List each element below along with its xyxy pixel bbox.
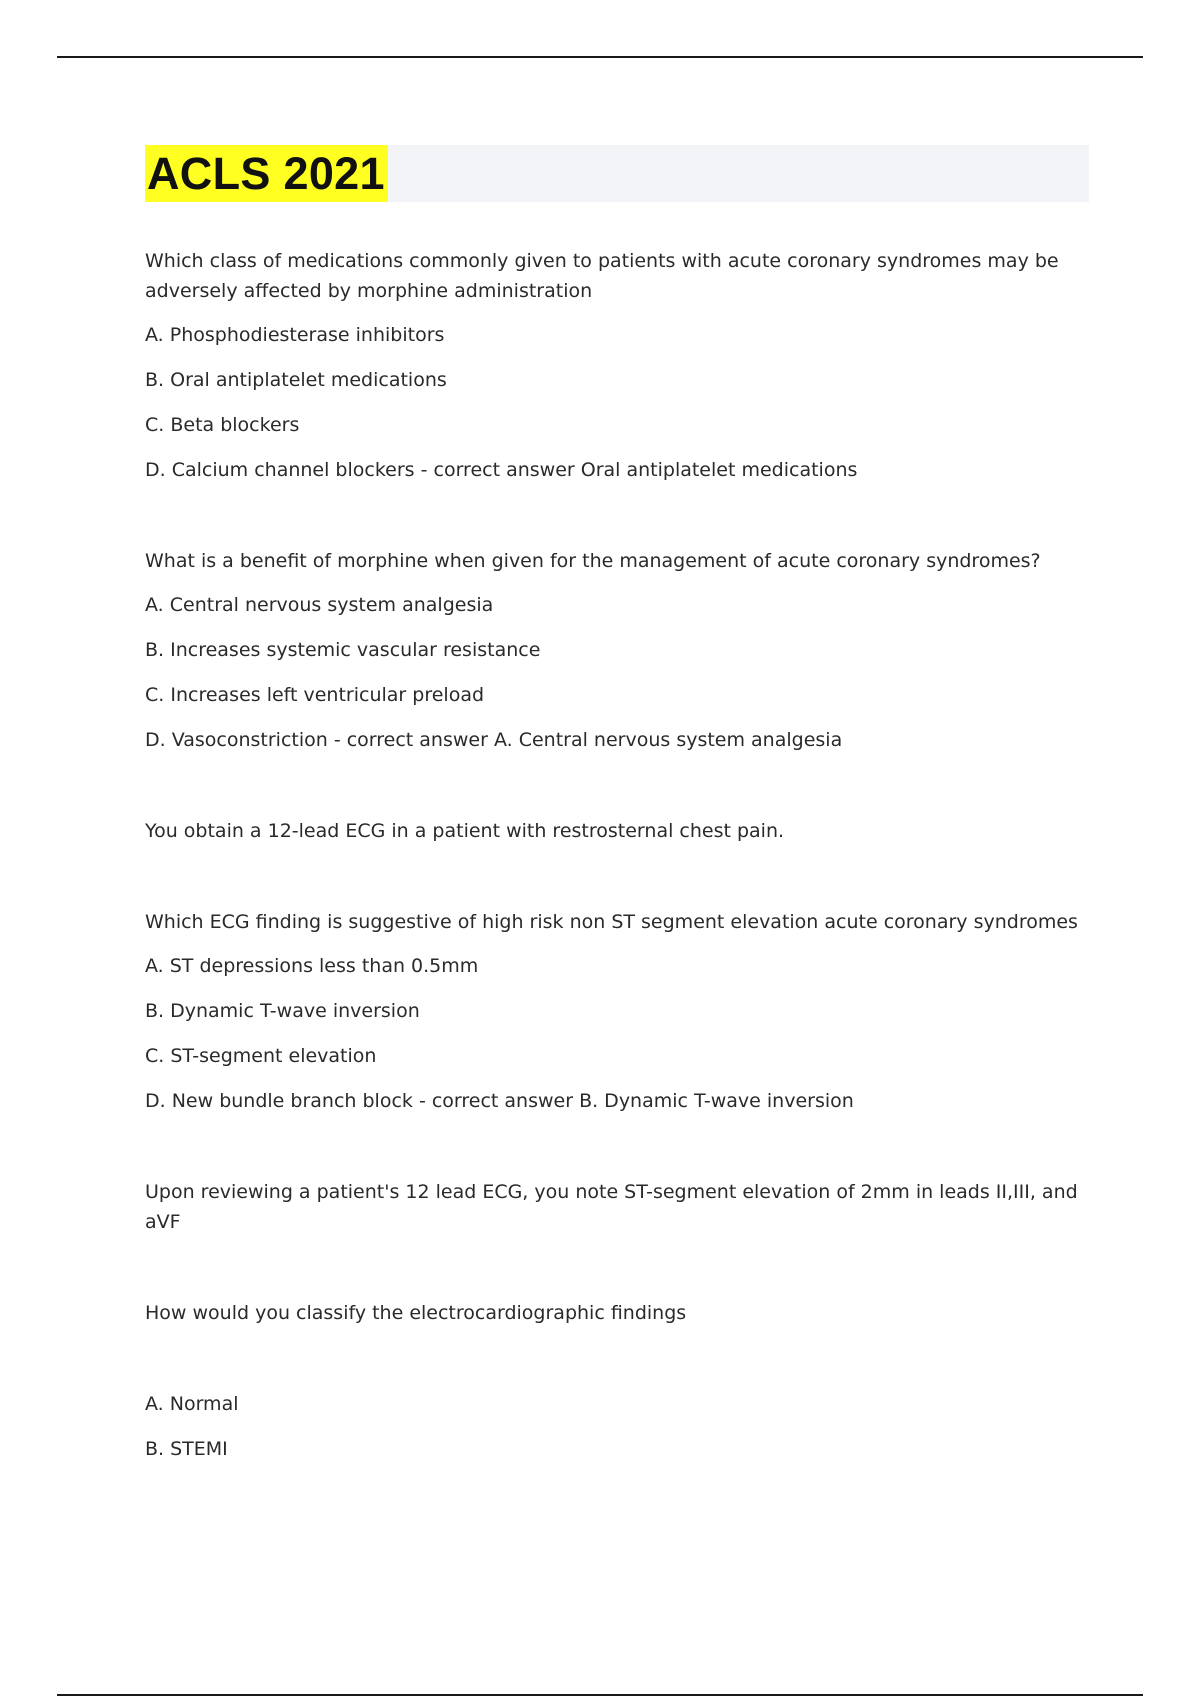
question-text: How would you classify the electrocardiographic findings: [145, 1302, 687, 1324]
answer-options: [145, 1389, 1085, 1464]
answer-option: A. ST depressions less than 0.5mm: [145, 955, 479, 977]
question-block: [145, 246, 1085, 485]
question-block: [145, 546, 1085, 755]
answer-option: C. Increases left ventricular preload: [145, 684, 485, 706]
answer-option: D. Calcium channel blockers - correct answer Oral antiplatelet medications: [145, 459, 858, 481]
answer-option: D. New bundle branch block - correct answer B. Dynamic T-wave inversion: [145, 1090, 854, 1112]
answer-option: B. STEMI: [145, 1438, 228, 1460]
top-rule: [57, 56, 1143, 58]
document-title: ACLS 2021: [145, 145, 388, 202]
answer-option: A. Normal: [145, 1393, 239, 1415]
question-block: [145, 816, 1085, 1116]
question-text: Which ECG finding is suggestive of high risk non ST segment elevation acute coronary syndromes: [145, 911, 1078, 933]
answer-options: [145, 951, 1085, 1116]
bottom-rule: [57, 1694, 1143, 1696]
question-block: [145, 1177, 1085, 1464]
answer-option: B. Oral antiplatelet medications: [145, 369, 447, 391]
question-text: Which class of medications commonly given to patients with acute coronary syndromes may be adversely affected by morphine administration: [145, 250, 1059, 302]
question-context: Upon reviewing a patient's 12 lead ECG, you note ST-segment elevation of 2mm in leads II,III, and aVF: [145, 1181, 1078, 1233]
answer-option: A. Phosphodiesterase inhibitors: [145, 324, 445, 346]
answer-options: [145, 590, 1085, 755]
answer-option: B. Dynamic T-wave inversion: [145, 1000, 420, 1022]
question-text: What is a benefit of morphine when given for the management of acute coronary syndromes?: [145, 550, 1041, 572]
answer-options: [145, 320, 1085, 485]
answer-option: C. Beta blockers: [145, 414, 300, 436]
answer-option: C. ST-segment elevation: [145, 1045, 377, 1067]
answer-option: B. Increases systemic vascular resistance: [145, 639, 541, 661]
answer-option: A. Central nervous system analgesia: [145, 594, 494, 616]
document-body: [145, 246, 1085, 1464]
question-context: You obtain a 12-lead ECG in a patient with restrosternal chest pain.: [145, 820, 785, 842]
answer-option: D. Vasoconstriction - correct answer A. Central nervous system analgesia: [145, 729, 843, 751]
